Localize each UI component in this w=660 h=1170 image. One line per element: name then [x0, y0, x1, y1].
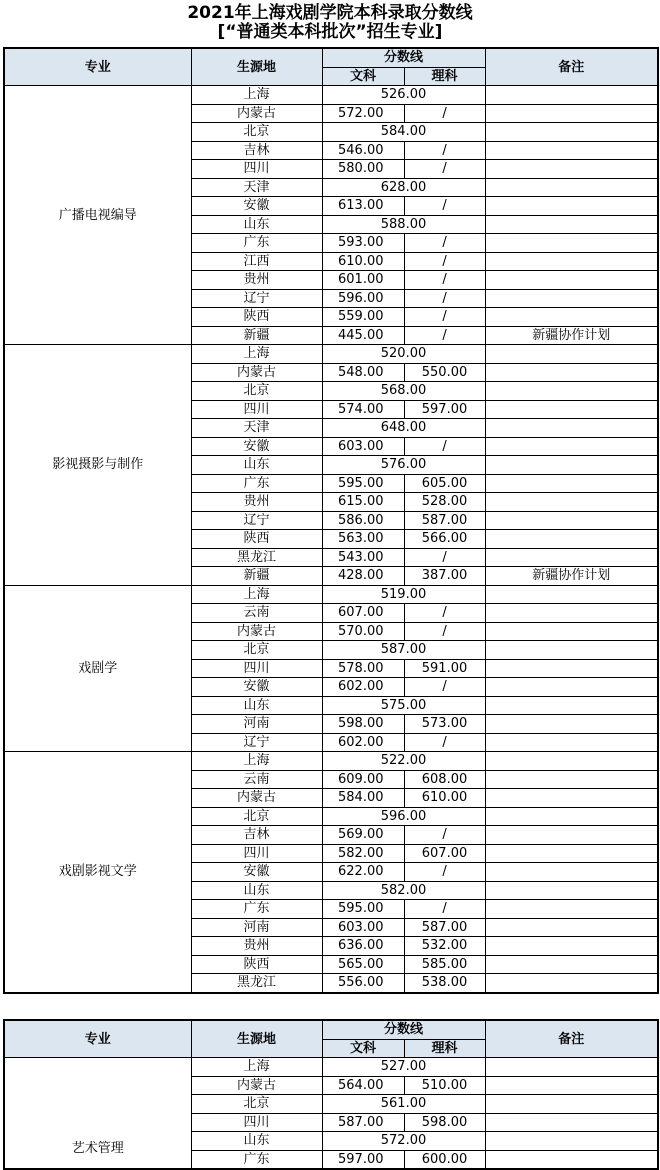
note-cell	[485, 659, 658, 678]
header-row	[4, 1020, 658, 1039]
major-cell: 广播电视编导	[4, 86, 191, 345]
score-li-cell: 605.00	[404, 474, 485, 493]
note-cell	[485, 548, 658, 567]
note-cell	[485, 974, 658, 993]
note-cell	[485, 622, 658, 641]
score-li-cell: /	[404, 900, 485, 919]
score-li-cell: 610.00	[404, 789, 485, 808]
score-wen-cell: 596.00	[322, 289, 404, 308]
score-wen-cell: 598.00	[322, 715, 404, 734]
score-li-cell: 528.00	[404, 493, 485, 512]
score-li-cell: /	[404, 104, 485, 123]
score-wen-cell: 570.00	[322, 622, 404, 641]
note-cell	[485, 234, 658, 253]
province-cell: 陕西	[191, 955, 322, 974]
header-row	[4, 48, 658, 67]
province-cell: 黑龙江	[191, 548, 322, 567]
note-cell	[485, 123, 658, 142]
score-merged-cell: 575.00	[322, 696, 485, 715]
score-merged-cell: 527.00	[322, 1058, 485, 1077]
note-cell	[485, 770, 658, 789]
note-cell	[485, 900, 658, 919]
province-cell: 上海	[191, 345, 322, 364]
score-wen-cell: 593.00	[322, 234, 404, 253]
header-major: 专业	[4, 1020, 191, 1058]
score-li-cell: /	[404, 289, 485, 308]
note-cell	[485, 400, 658, 419]
score-wen-cell: 546.00	[322, 141, 404, 160]
note-cell	[485, 1113, 658, 1132]
province-cell: 山东	[191, 215, 322, 234]
note-cell	[485, 419, 658, 438]
province-cell: 新疆	[191, 567, 322, 586]
note-cell	[485, 308, 658, 327]
score-merged-cell: 561.00	[322, 1095, 485, 1114]
table-row	[4, 585, 658, 604]
note-cell	[485, 382, 658, 401]
province-cell: 广东	[191, 1150, 322, 1169]
province-cell: 陕西	[191, 308, 322, 327]
province-cell: 上海	[191, 1058, 322, 1077]
note-cell	[485, 86, 658, 105]
score-merged-cell: 526.00	[322, 86, 485, 105]
table-row	[4, 1058, 658, 1077]
score-wen-cell: 602.00	[322, 733, 404, 752]
province-cell: 辽宁	[191, 733, 322, 752]
score-wen-cell: 559.00	[322, 308, 404, 327]
province-cell: 四川	[191, 160, 322, 179]
score-merged-cell: 519.00	[322, 585, 485, 604]
score-li-cell: /	[404, 826, 485, 845]
province-cell: 内蒙古	[191, 363, 322, 382]
table-row	[4, 86, 658, 105]
province-cell: 贵州	[191, 493, 322, 512]
note-cell	[485, 437, 658, 456]
score-wen-cell: 543.00	[322, 548, 404, 567]
province-cell: 四川	[191, 844, 322, 863]
province-cell: 陕西	[191, 530, 322, 549]
note-cell: 新疆协作计划	[485, 326, 658, 345]
province-cell: 江西	[191, 252, 322, 271]
score-li-cell: /	[404, 548, 485, 567]
province-cell: 天津	[191, 178, 322, 197]
province-cell: 广东	[191, 234, 322, 253]
note-cell	[485, 160, 658, 179]
note-cell: 新疆协作计划	[485, 567, 658, 586]
page-title: 2021年上海戏剧学院本科录取分数线	[187, 3, 473, 23]
major-cell: 戏剧学	[4, 585, 191, 752]
score-wen-cell: 595.00	[322, 474, 404, 493]
score-li-cell: 608.00	[404, 770, 485, 789]
score-merged-cell: 520.00	[322, 345, 485, 364]
note-cell	[485, 141, 658, 160]
score-li-cell: 607.00	[404, 844, 485, 863]
note-cell	[485, 881, 658, 900]
note-cell	[485, 178, 658, 197]
score-li-cell: 585.00	[404, 955, 485, 974]
score-wen-cell: 582.00	[322, 844, 404, 863]
major-cell: 影视摄影与制作	[4, 345, 191, 586]
province-cell: 云南	[191, 770, 322, 789]
province-cell: 广东	[191, 474, 322, 493]
note-cell	[485, 1095, 658, 1114]
province-cell: 上海	[191, 752, 322, 771]
score-li-cell: 510.00	[404, 1076, 485, 1095]
note-cell	[485, 345, 658, 364]
note-cell	[485, 715, 658, 734]
province-cell: 上海	[191, 585, 322, 604]
score-li-cell: /	[404, 160, 485, 179]
note-cell	[485, 474, 658, 493]
province-cell: 广东	[191, 900, 322, 919]
score-wen-cell: 584.00	[322, 789, 404, 808]
score-merged-cell: 582.00	[322, 881, 485, 900]
score-li-cell: /	[404, 197, 485, 216]
score-li-cell: 566.00	[404, 530, 485, 549]
province-cell: 上海	[191, 86, 322, 105]
province-cell: 安徽	[191, 863, 322, 882]
score-merged-cell: 576.00	[322, 456, 485, 475]
province-cell: 安徽	[191, 437, 322, 456]
score-li-cell: 538.00	[404, 974, 485, 993]
province-cell: 吉林	[191, 826, 322, 845]
score-wen-cell: 602.00	[322, 678, 404, 697]
score-wen-cell: 445.00	[322, 326, 404, 345]
score-wen-cell: 574.00	[322, 400, 404, 419]
score-li-cell: /	[404, 604, 485, 623]
note-cell	[485, 863, 658, 882]
header-province: 生源地	[191, 1020, 322, 1058]
note-cell	[485, 585, 658, 604]
score-li-cell: /	[404, 141, 485, 160]
score-li-cell: 573.00	[404, 715, 485, 734]
note-cell	[485, 826, 658, 845]
score-li-cell: 597.00	[404, 400, 485, 419]
province-cell: 辽宁	[191, 289, 322, 308]
score-li-cell: 587.00	[404, 918, 485, 937]
score-merged-cell: 588.00	[322, 215, 485, 234]
note-cell	[485, 1058, 658, 1077]
score-li-cell: /	[404, 733, 485, 752]
note-cell	[485, 511, 658, 530]
header-note: 备注	[485, 1020, 658, 1058]
score-li-cell: /	[404, 308, 485, 327]
score-li-cell: /	[404, 271, 485, 290]
score-wen-cell: 595.00	[322, 900, 404, 919]
province-cell: 山东	[191, 696, 322, 715]
province-cell: 安徽	[191, 197, 322, 216]
score-li-cell: 600.00	[404, 1150, 485, 1169]
note-cell	[485, 604, 658, 623]
note-cell	[485, 733, 658, 752]
header-li: 理科	[404, 67, 485, 86]
score-li-cell: /	[404, 863, 485, 882]
score-wen-cell: 548.00	[322, 363, 404, 382]
note-cell	[485, 271, 658, 290]
note-cell	[485, 1150, 658, 1169]
header-score: 分数线	[322, 1020, 485, 1039]
score-wen-cell: 609.00	[322, 770, 404, 789]
note-cell	[485, 1076, 658, 1095]
score-wen-cell: 563.00	[322, 530, 404, 549]
score-merged-cell: 584.00	[322, 123, 485, 142]
score-table-1	[3, 47, 659, 994]
province-cell: 内蒙古	[191, 1076, 322, 1095]
score-wen-cell: 607.00	[322, 604, 404, 623]
score-li-cell: 532.00	[404, 937, 485, 956]
note-cell	[485, 493, 658, 512]
score-wen-cell: 565.00	[322, 955, 404, 974]
score-li-cell: 550.00	[404, 363, 485, 382]
note-cell	[485, 289, 658, 308]
province-cell: 辽宁	[191, 511, 322, 530]
note-cell	[485, 789, 658, 808]
score-merged-cell: 568.00	[322, 382, 485, 401]
score-table-2	[3, 1019, 659, 1170]
note-cell	[485, 844, 658, 863]
note-cell	[485, 752, 658, 771]
score-wen-cell: 603.00	[322, 437, 404, 456]
score-li-cell: /	[404, 678, 485, 697]
score-li-cell: /	[404, 622, 485, 641]
score-wen-cell: 603.00	[322, 918, 404, 937]
province-cell: 贵州	[191, 271, 322, 290]
province-cell: 北京	[191, 1095, 322, 1114]
province-cell: 新疆	[191, 326, 322, 345]
score-merged-cell: 587.00	[322, 641, 485, 660]
province-cell: 北京	[191, 807, 322, 826]
score-wen-cell: 572.00	[322, 104, 404, 123]
province-cell: 内蒙古	[191, 789, 322, 808]
province-cell: 山东	[191, 456, 322, 475]
note-cell	[485, 197, 658, 216]
province-cell: 天津	[191, 419, 322, 438]
score-merged-cell: 522.00	[322, 752, 485, 771]
score-wen-cell: 564.00	[322, 1076, 404, 1095]
header-major: 专业	[4, 48, 191, 86]
province-cell: 内蒙古	[191, 622, 322, 641]
note-cell	[485, 1132, 658, 1151]
major-cell: 艺术管理	[4, 1058, 191, 1170]
note-cell	[485, 807, 658, 826]
province-cell: 河南	[191, 715, 322, 734]
province-cell: 吉林	[191, 141, 322, 160]
score-wen-cell: 580.00	[322, 160, 404, 179]
header-note: 备注	[485, 48, 658, 86]
score-wen-cell: 601.00	[322, 271, 404, 290]
province-cell: 四川	[191, 400, 322, 419]
header-wen: 文科	[322, 67, 404, 86]
province-cell: 四川	[191, 659, 322, 678]
score-li-cell: 587.00	[404, 511, 485, 530]
province-cell: 安徽	[191, 678, 322, 697]
score-li-cell: 598.00	[404, 1113, 485, 1132]
score-wen-cell: 587.00	[322, 1113, 404, 1132]
score-wen-cell: 610.00	[322, 252, 404, 271]
major-cell: 戏剧影视文学	[4, 752, 191, 993]
note-cell	[485, 918, 658, 937]
province-cell: 北京	[191, 123, 322, 142]
header-wen: 文科	[322, 1039, 404, 1058]
table-row	[4, 752, 658, 771]
province-cell: 北京	[191, 382, 322, 401]
province-cell: 黑龙江	[191, 974, 322, 993]
page-subtitle: [“普通类本科批次”招生专业]	[217, 22, 443, 42]
header-score: 分数线	[322, 48, 485, 67]
province-cell: 山东	[191, 881, 322, 900]
note-cell	[485, 696, 658, 715]
province-cell: 四川	[191, 1113, 322, 1132]
note-cell	[485, 937, 658, 956]
score-wen-cell: 578.00	[322, 659, 404, 678]
score-li-cell: /	[404, 437, 485, 456]
table-row	[4, 345, 658, 364]
score-li-cell: /	[404, 234, 485, 253]
score-merged-cell: 596.00	[322, 807, 485, 826]
score-wen-cell: 556.00	[322, 974, 404, 993]
score-li-cell: 591.00	[404, 659, 485, 678]
province-cell: 贵州	[191, 937, 322, 956]
note-cell	[485, 678, 658, 697]
note-cell	[485, 104, 658, 123]
score-li-cell: 387.00	[404, 567, 485, 586]
note-cell	[485, 641, 658, 660]
note-cell	[485, 363, 658, 382]
header-province: 生源地	[191, 48, 322, 86]
score-wen-cell: 569.00	[322, 826, 404, 845]
score-wen-cell: 622.00	[322, 863, 404, 882]
note-cell	[485, 252, 658, 271]
score-wen-cell: 586.00	[322, 511, 404, 530]
note-cell	[485, 215, 658, 234]
province-cell: 云南	[191, 604, 322, 623]
score-merged-cell: 628.00	[322, 178, 485, 197]
score-wen-cell: 428.00	[322, 567, 404, 586]
score-wen-cell: 636.00	[322, 937, 404, 956]
score-li-cell: /	[404, 326, 485, 345]
score-li-cell: /	[404, 252, 485, 271]
note-cell	[485, 456, 658, 475]
score-wen-cell: 597.00	[322, 1150, 404, 1169]
score-merged-cell: 572.00	[322, 1132, 485, 1151]
score-wen-cell: 615.00	[322, 493, 404, 512]
province-cell: 内蒙古	[191, 104, 322, 123]
province-cell: 山东	[191, 1132, 322, 1151]
score-merged-cell: 648.00	[322, 419, 485, 438]
note-cell	[485, 955, 658, 974]
note-cell	[485, 530, 658, 549]
score-wen-cell: 613.00	[322, 197, 404, 216]
province-cell: 北京	[191, 641, 322, 660]
province-cell: 河南	[191, 918, 322, 937]
header-li: 理科	[404, 1039, 485, 1058]
